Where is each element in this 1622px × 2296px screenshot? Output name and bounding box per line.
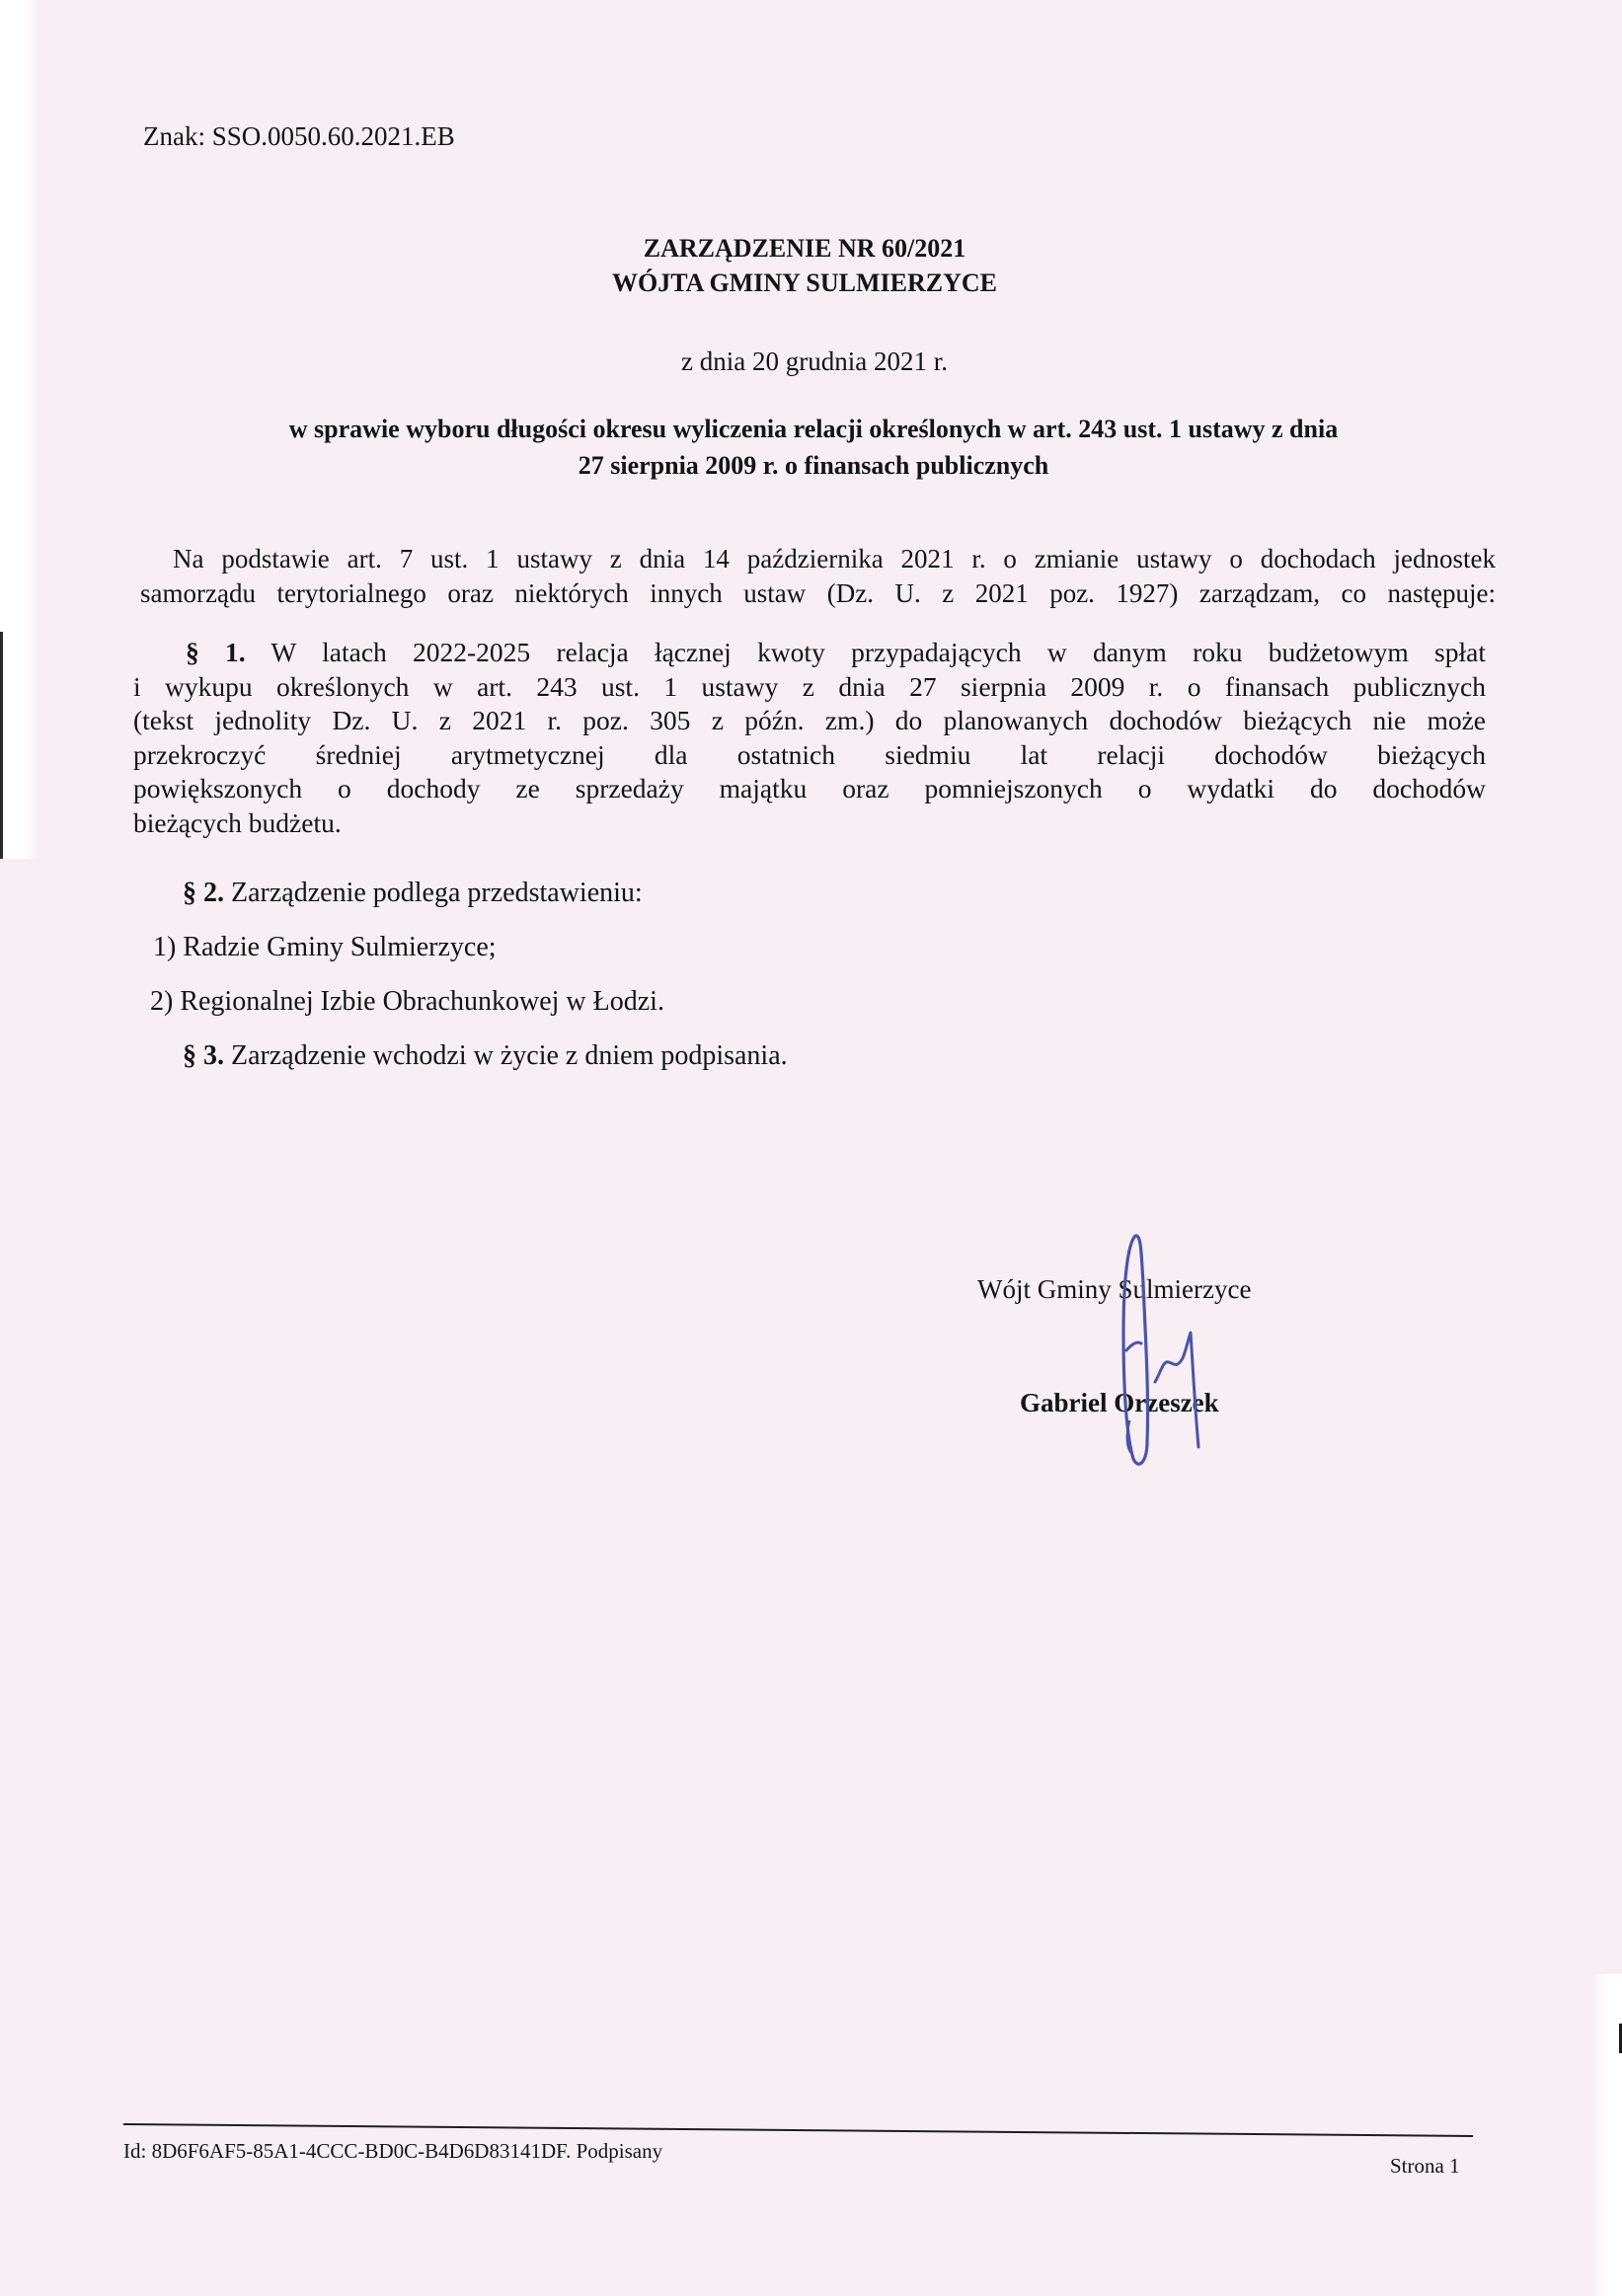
preamble xyxy=(140,542,1496,611)
preamble-line: Na podstawie art. 7 ust. 1 ustawy z dnia 14 października 2021 r. o zmianie ustawy o dochodach jednostek xyxy=(173,544,1496,574)
handwritten-signature xyxy=(1106,1224,1244,1471)
section-2-item: 2) Regionalnej Izbie Obrachunkowej w Łodzi. xyxy=(150,986,664,1017)
section-1-line: powiększonych o dochody ze sprzedaży majątku oraz pomniejszonych o wydatki do dochodów xyxy=(133,773,1486,804)
section-1-line: przekroczyć średniej arytmetycznej dla ostatnich siedmiu lat relacji dochodów bieżących xyxy=(133,738,1486,770)
scan-edge-shadow-left xyxy=(0,632,3,859)
subject-line-2: 27 sierpnia 2009 r. o finansach publicznych xyxy=(578,451,1049,480)
section-3-label: § 3. xyxy=(183,1040,224,1071)
scan-edge-streak-right xyxy=(1592,1974,1622,2296)
signature-position: Wójt Gminy Sulmierzyce xyxy=(977,1274,1252,1304)
title-line-2: WÓJTA GMINY SULMIERZYCE xyxy=(611,268,998,297)
footer-page-number: Strona 1 xyxy=(1390,2154,1460,2178)
section-1-line: i wykupu określonych w art. 243 ust. 1 ustawy z dnia 27 sierpnia 2009 r. o finansach publicznych xyxy=(133,670,1486,702)
document-reference: Znak: SSO.0050.60.2021.EB xyxy=(143,121,455,151)
document-subject xyxy=(172,411,1455,484)
footer-document-id: Id: 8D6F6AF5-85A1-4CCC-BD0C-B4D6D83141DF. Podpisany xyxy=(123,2139,663,2163)
section-1-line: (tekst jednolity Dz. U. z 2021 r. poz. 305 z późn. zm.) do planowanych dochodów bieżących nie może xyxy=(133,705,1486,736)
section-2-text: Zarządzenie podlega przedstawieniu: xyxy=(231,878,643,908)
signature-stroke-hook xyxy=(1126,1342,1141,1350)
title-line-1: ZARZĄDZENIE NR 60/2021 xyxy=(643,234,966,263)
section-1-label: § 1. xyxy=(186,637,246,667)
section-1 xyxy=(133,636,1486,841)
subject-line-1: w sprawie wyboru długości okresu wyliczenia relacji określonych w art. 243 ust. 1 ustawy z dnia xyxy=(288,415,1339,443)
footer-divider-line xyxy=(123,2124,1473,2136)
document-date: z dnia 20 grudnia 2021 r. xyxy=(681,346,948,376)
preamble-line: samorządu terytorialnego oraz niektórych innych ustaw (Dz. U. z 2021 poz. 1927) zarządzam, co następuje: xyxy=(140,578,1496,608)
section-1-line-text: W latach 2022-2025 relacja łącznej kwoty przypadających w danym roku budżetowym spłat xyxy=(270,637,1486,667)
section-1-line xyxy=(133,636,1486,670)
section-2 xyxy=(183,876,643,910)
signature-name: Gabriel Orzeszek xyxy=(1020,1388,1219,1417)
scan-edge-streak-left xyxy=(0,0,39,859)
section-1-line: bieżących budżetu. xyxy=(133,806,342,838)
section-2-item: 1) Radzie Gminy Sulmierzyce; xyxy=(153,932,497,962)
signature-stroke-loop xyxy=(1123,1236,1148,1464)
document-title xyxy=(508,231,1101,300)
section-2-label: § 2. xyxy=(183,878,224,908)
section-3-text: Zarządzenie wchodzi w życie z dniem podpisania. xyxy=(231,1040,788,1071)
signature-stroke-tail xyxy=(1127,1421,1131,1453)
section-3 xyxy=(183,1038,788,1073)
